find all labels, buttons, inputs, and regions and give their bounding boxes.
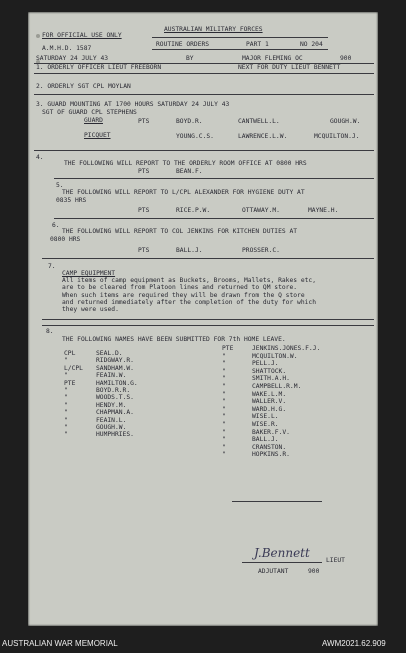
leave-rank: ": [222, 367, 226, 375]
orderly-room-line: THE FOLLOWING WILL REPORT TO THE ORDERLY ROOM OFFICE AT 0800 HRS: [64, 160, 307, 167]
leave-name: BOYD.R.R.: [96, 387, 131, 394]
divider: [42, 258, 374, 259]
leave-name: HENDY.M.: [96, 401, 127, 409]
leave-name: FEAIN.W.: [96, 372, 127, 380]
camp-equipment-line: they were used.: [62, 306, 119, 313]
leave-rank: ": [64, 431, 68, 439]
adjutant-code: 900: [308, 568, 320, 575]
divider: [34, 150, 374, 151]
order-date: SATURDAY 24 JULY 43: [36, 55, 109, 62]
official-use-label: FOR OFFICIAL USE ONLY: [42, 32, 122, 39]
camp-equipment-line: are to be cleared from Platoon lines and returned to QM store.: [62, 284, 298, 291]
kitchen-name: PROSSER.C.: [242, 247, 280, 254]
adjutant-label: ADJUTANT: [258, 568, 289, 575]
leave-rank: L/CPL: [64, 364, 83, 372]
pts-label: PTS: [138, 168, 150, 175]
leave-rank: ": [222, 390, 226, 398]
leave-name: CAMPBELL.R.M.: [252, 383, 302, 390]
section-number: 8.: [46, 328, 54, 335]
leave-rank: ": [222, 398, 226, 406]
leave-name: MCQUILTON.W.: [252, 352, 298, 360]
leave-rank: CPL: [64, 350, 76, 357]
leave-name: HUMPHRIES.: [96, 431, 134, 439]
leave-rank: ": [64, 394, 68, 402]
leave-rank: ": [222, 413, 226, 421]
picquet-name: LAWRENCE.L.W.: [238, 133, 288, 140]
guard-sergeant: SGT OF GUARD CPL STEPHENS: [42, 109, 137, 116]
section-number: 5.: [56, 182, 64, 189]
section-number: 6.: [52, 222, 60, 229]
leave-rank: ": [222, 428, 226, 436]
leave-name: BALL.J.: [252, 436, 279, 444]
leave-name: WALLER.V.: [252, 398, 287, 406]
home-leave-title: THE FOLLOWING NAMES HAVE BEEN SUBMITTED FOR 7th HOME LEAVE.: [62, 336, 286, 343]
leave-name: RIDGWAY.R.: [96, 357, 134, 365]
footer-accession: AWM2021.62.909: [322, 639, 386, 648]
picquet-label: PICQUET: [84, 132, 111, 139]
hygiene-line: THE FOLLOWING WILL REPORT TO L/CPL ALEXANDER FOR HYGIENE DUTY AT: [62, 189, 305, 196]
signature-line: [242, 562, 322, 563]
pts-label: PTS: [138, 118, 150, 125]
leave-rank: ": [222, 436, 226, 444]
leave-name: HAMILTON.G.: [96, 379, 138, 387]
kitchen-time: 0800 HRS: [50, 236, 81, 243]
hygiene-name: RICE.P.W.: [176, 207, 211, 214]
leave-rank: ": [222, 451, 226, 459]
kitchen-line: THE FOLLOWING WILL REPORT TO COL JENKINS FOR KITCHEN DUTIES AT: [62, 228, 298, 235]
leave-name: PELL.J.: [252, 360, 279, 368]
order-number: NO 204: [300, 41, 323, 48]
guard-name: CANTWELL.L.: [238, 118, 280, 125]
leave-rank: ": [64, 387, 68, 394]
divider: [232, 501, 322, 502]
leave-rank: ": [64, 357, 68, 365]
leave-rank: ": [64, 416, 68, 424]
guard-name: GOUGH.W.: [330, 118, 361, 125]
orderly-sgt: 2. ORDERLY SGT CPL MOYLAN: [36, 83, 131, 90]
leave-name: CRANSTON.: [252, 443, 287, 451]
orderly-room-name: BEAN.F.: [176, 168, 203, 175]
section-number: 7.: [48, 263, 56, 270]
amhd-ref: A.M.H.D. 1587: [42, 45, 92, 52]
leave-rank: ": [222, 360, 226, 368]
punch-hole: [36, 34, 40, 38]
signatory-rank: LIEUT: [326, 557, 345, 564]
leave-name: SHATTOCK.: [252, 367, 287, 375]
leave-name: SEAL.D.: [96, 350, 123, 357]
divider: [152, 49, 328, 50]
leave-name: WISE.L.: [252, 413, 279, 421]
leave-name: WOODS.T.S.: [96, 394, 134, 402]
leave-name: SANDHAM.W.: [96, 364, 134, 372]
leave-rank: ": [222, 375, 226, 383]
hygiene-time: 0835 HRS: [56, 197, 87, 204]
leave-name: WAKE.L.M.: [252, 390, 287, 398]
picquet-name: YOUNG.C.S.: [176, 133, 214, 140]
leave-rank: ": [222, 405, 226, 413]
guard-name: BOYD.R.: [176, 118, 203, 125]
leave-rank: ": [64, 372, 68, 380]
camp-equipment-line: All items of camp equipment as Buckets, Brooms, Mallets, Rakes etc,: [62, 277, 317, 284]
hygiene-name: MAYNE.H.: [308, 207, 339, 214]
section-number: 4.: [36, 154, 44, 161]
pts-label: PTS: [138, 207, 150, 214]
part-label: PART 1: [246, 41, 269, 48]
orderly-officer: 1. ORDERLY OFFICER LIEUT FREEBORN: [36, 64, 162, 71]
leave-rank: ": [64, 401, 68, 409]
leave-name: WARD.H.G.: [252, 405, 287, 413]
leave-name: BAKER.F.V.: [252, 428, 290, 436]
leave-rank: PTE: [64, 379, 76, 387]
by-label: BY: [186, 55, 194, 62]
pts-label: PTS: [138, 247, 150, 254]
leave-rank: ": [222, 352, 226, 360]
leave-name: WISE.R.: [252, 421, 279, 428]
divider: [152, 37, 328, 38]
leave-rank: ": [222, 443, 226, 451]
leave-rank: ": [64, 409, 68, 417]
divider: [54, 218, 374, 219]
leave-rank: ": [222, 421, 226, 428]
routine-orders: ROUTINE ORDERS: [156, 41, 210, 48]
divider: [34, 73, 374, 74]
order-sheet: [28, 12, 378, 626]
next-for-duty: NEXT FOR DUTY LIEUT BENNETT: [238, 64, 341, 71]
leave-name: SMITH.A.H.: [252, 375, 290, 383]
leave-rank: ": [64, 424, 68, 431]
camp-equipment-line: When such items are required they will be drawn from the Q store: [62, 292, 305, 299]
leave-name: JENKINS.JONES.F.J.: [252, 345, 321, 352]
leave-name: HOPKINS.R.: [252, 451, 290, 459]
divider: [42, 325, 374, 326]
leave-rank: PTE: [222, 345, 234, 352]
divider: [42, 319, 374, 320]
leave-rank: ": [222, 383, 226, 390]
signature: J.Bennett: [254, 546, 310, 560]
guard-label: GUARD: [84, 117, 103, 124]
guard-title: 3. GUARD MOUNTING AT 1700 HOURS SATURDAY 24 JULY 43: [36, 101, 230, 108]
kitchen-name: BALL.J.: [176, 247, 203, 254]
commanding-officer: MAJOR FLEMING OC: [242, 55, 303, 62]
picquet-name: MCQUILTON.J.: [314, 133, 360, 140]
footer-credit: AUSTRALIAN WAR MEMORIAL: [2, 639, 118, 648]
leave-name: FEAIN.L.: [96, 416, 127, 424]
unit-code: 900: [340, 55, 352, 62]
camp-equipment-title: CAMP EQUIPMENT: [62, 270, 116, 277]
leave-name: CHAPMAN.A.: [96, 409, 134, 417]
divider: [54, 178, 374, 179]
force-title: AUSTRALIAN MILITARY FORCES: [164, 26, 263, 33]
divider: [34, 94, 374, 95]
hygiene-name: OTTAWAY.M.: [242, 207, 280, 214]
leave-name: GOUGH.W.: [96, 424, 127, 431]
camp-equipment-line: and returned immediately after the completion of the duty for which: [62, 299, 317, 306]
